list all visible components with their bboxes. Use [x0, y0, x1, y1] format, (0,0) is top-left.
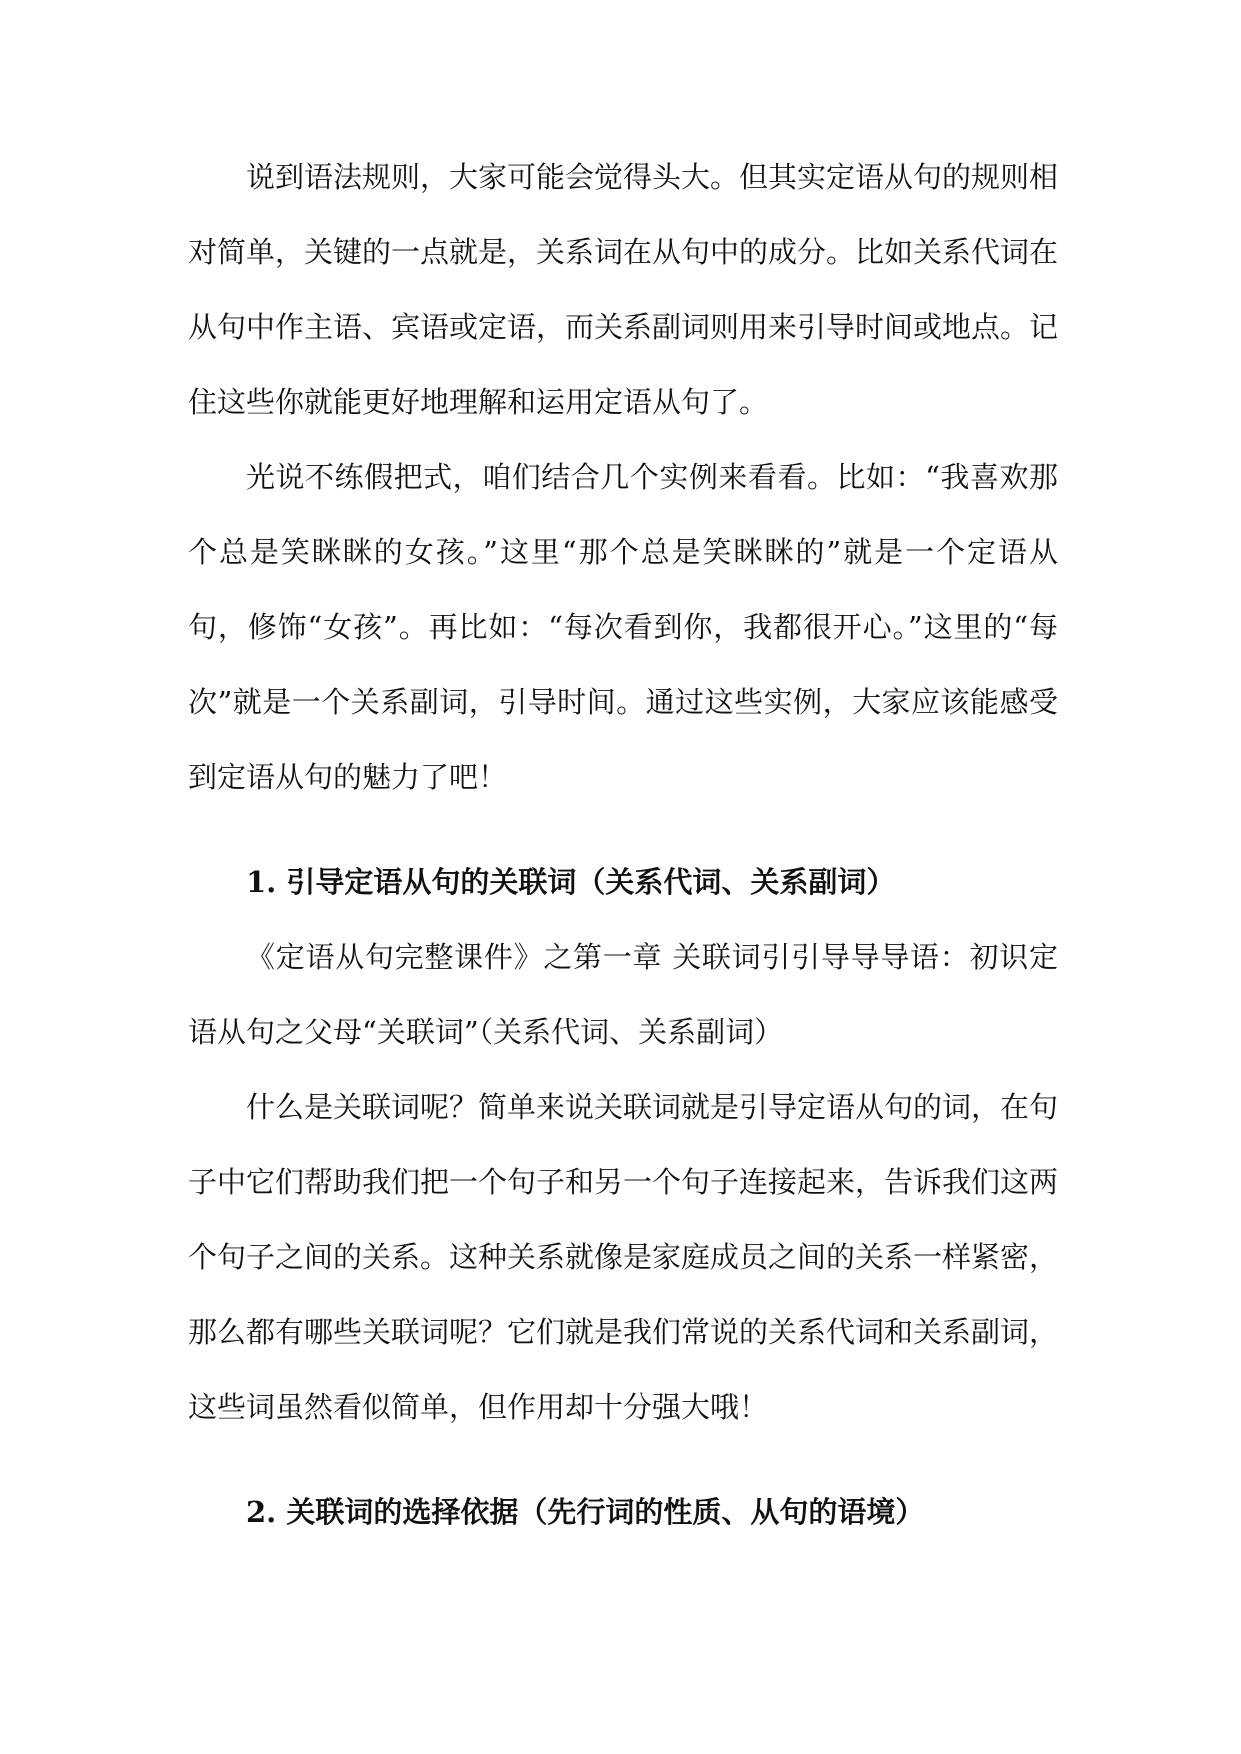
section-1-heading: 1. 引导定语从句的关联词（关系代词、关系副词） — [246, 865, 896, 899]
section-1-paragraph-1: 《定语从句完整课件》之第一章 关联词引引导导导语：初识定语从句之父母“关联词”（关系代词、关系副词） — [188, 940, 1058, 1049]
section-2-heading: 2. 关联词的选择依据（先行词的性质、从句的语境） — [246, 1495, 925, 1529]
intro-paragraph-2: 光说不练假把式，咱们结合几个实例来看看。比如：“我喜欢那个总是笑眯眯的女孩。”这里“那个总是笑眯眯的”就是一个定语从句，修饰“女孩”。再比如：“每次看到你，我都很开心。”这里的“每次”就是一个关系副词，引导时间。通过这些实例，大家应该能感受到定语从句的魅力了吧！ — [188, 460, 1058, 794]
section-gap — [188, 815, 1058, 845]
section-1-paragraph-2: 什么是关联词呢？简单来说关联词就是引导定语从句的词，在句子中它们帮助我们把一个句子和另一个句子连接起来，告诉我们这两个句子之间的关系。这种关系就像是家庭成员之间的关系一样紧密，那么都有哪些关联词呢？它们就是我们常说的关系代词和关系副词，这些词虽然看似简单，但作用却十分强大哦！ — [188, 1090, 1059, 1424]
document-body — [188, 140, 1058, 1550]
section-gap — [188, 1445, 1058, 1475]
intro-paragraph-1: 说到语法规则，大家可能会觉得头大。但其实定语从句的规则相对简单，关键的一点就是，关系词在从句中的成分。比如关系代词在从句中作主语、宾语或定语，而关系副词则用来引导时间或地点。记住这些你就能更好地理解和运用定语从句了。 — [188, 160, 1059, 419]
